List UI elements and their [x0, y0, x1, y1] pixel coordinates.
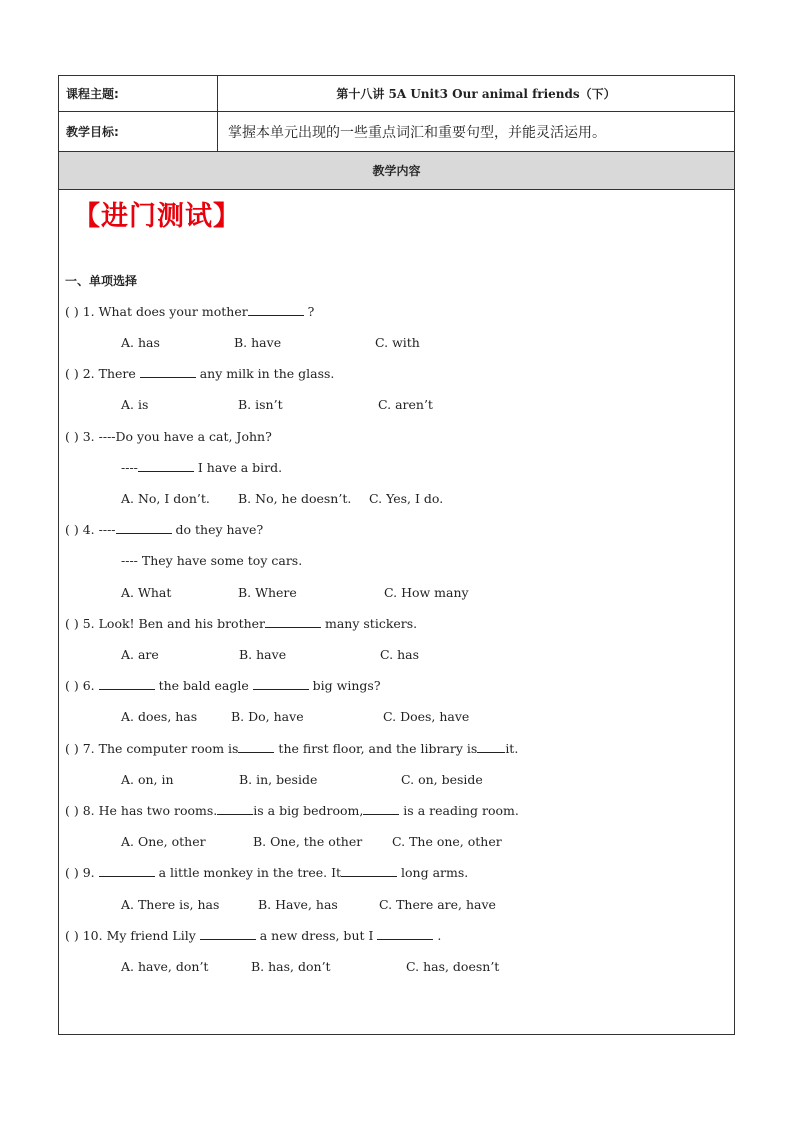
topic-label: 课程主题: [59, 76, 218, 111]
question-7 [65, 741, 518, 756]
answer-paren: ( ) [65, 803, 79, 818]
option-c[interactable]: C. aren’t [378, 397, 433, 412]
answer-blank[interactable] [477, 741, 505, 753]
option-a[interactable]: A. No, I don’t. [121, 491, 210, 506]
option-a[interactable]: A. One, other [121, 834, 206, 849]
option-a[interactable]: A. is [121, 397, 149, 412]
option-c[interactable]: C. The one, other [392, 834, 502, 849]
question-8 [65, 803, 519, 818]
question-text: 6. [82, 678, 99, 693]
answer-paren: ( ) [65, 616, 79, 631]
option-c[interactable]: C. Yes, I do. [369, 491, 444, 506]
answer-paren: ( ) [65, 429, 79, 444]
answer-paren: ( ) [65, 928, 79, 943]
question-3 [65, 429, 272, 444]
question-text: a new dress, but I [255, 928, 378, 943]
goal-label: 教学目标: [59, 112, 218, 151]
question-text: long arms. [397, 865, 469, 880]
question-text: 1. What does your mother [82, 304, 248, 319]
answer-blank[interactable] [99, 678, 155, 690]
answer-blank[interactable] [200, 928, 256, 940]
content-header-row [59, 152, 734, 190]
question-text: 2. There [82, 366, 140, 381]
question-text: many stickers. [321, 616, 418, 631]
answer-blank[interactable] [363, 803, 399, 815]
question-6 [65, 678, 381, 693]
question-text: big wings? [308, 678, 381, 693]
entrance-test-title: 【进门测试】 [73, 201, 241, 232]
option-b[interactable]: B. isn’t [238, 397, 283, 412]
goal-value: 掌握本单元出现的一些重点词汇和重要句型，并能灵活运用。 [228, 124, 606, 141]
question-text: ---- They have some toy cars. [121, 553, 303, 568]
question-text: 7. The computer room is [82, 741, 239, 756]
question-text: . [433, 928, 442, 943]
question-9 [65, 865, 468, 880]
option-b[interactable]: B. Where [238, 585, 297, 600]
option-b[interactable]: B. No, he doesn’t. [238, 491, 352, 506]
section-title: 一、单项选择 [65, 274, 138, 288]
question-text: any milk in the glass. [195, 366, 335, 381]
answer-paren: ( ) [65, 304, 79, 319]
answer-blank[interactable] [341, 865, 397, 877]
answer-blank[interactable] [140, 366, 196, 378]
answer-paren: ( ) [65, 522, 79, 537]
option-b[interactable]: B. One, the other [253, 834, 363, 849]
option-b[interactable]: B. Do, have [231, 709, 304, 724]
content-label: 教学内容 [372, 164, 421, 178]
option-a[interactable]: A. have, don’t [121, 959, 209, 974]
option-c[interactable]: C. has [380, 647, 419, 662]
answer-blank[interactable] [217, 803, 253, 815]
question-text: a little monkey in the tree. It [154, 865, 342, 880]
question-text: 5. Look! Ben and his brother [82, 616, 266, 631]
option-c[interactable]: C. with [375, 335, 420, 350]
question-text: 10. My friend Lily [82, 928, 200, 943]
option-a[interactable]: A. does, has [121, 709, 198, 724]
question-4 [65, 522, 263, 537]
answer-paren: ( ) [65, 366, 79, 381]
question-2 [65, 366, 334, 381]
option-a[interactable]: A. There is, has [121, 897, 220, 912]
answer-blank[interactable] [116, 522, 172, 534]
option-a[interactable]: A. are [121, 647, 159, 662]
answer-blank[interactable] [238, 741, 274, 753]
question-text: the bald eagle [154, 678, 253, 693]
question-text: the first floor, and the library is [274, 741, 478, 756]
question-text: ? [303, 304, 315, 319]
question-1 [65, 304, 314, 319]
answer-paren: ( ) [65, 741, 79, 756]
answer-blank[interactable] [265, 616, 321, 628]
question-10 [65, 928, 441, 943]
question-text: is a reading room. [399, 803, 519, 818]
question-text: do they have? [171, 522, 264, 537]
question-text: 9. [82, 865, 99, 880]
answer-blank[interactable] [138, 460, 194, 472]
option-b[interactable]: B. has, don’t [251, 959, 331, 974]
lesson-sheet [58, 75, 735, 1035]
topic-value: 第十八讲 5A Unit3 Our animal friends（下） [336, 87, 616, 101]
option-c[interactable]: C. How many [384, 585, 469, 600]
question-text: I have a bird. [193, 460, 283, 475]
option-c[interactable]: C. Does, have [383, 709, 470, 724]
topic-row [59, 76, 734, 112]
option-b[interactable]: B. in, beside [239, 772, 318, 787]
option-a[interactable]: A. What [121, 585, 172, 600]
option-c[interactable]: C. has, doesn’t [406, 959, 500, 974]
question-text: 4. ---- [82, 522, 116, 537]
question-text: 8. He has two rooms. [82, 803, 218, 818]
question-text: 3. ----Do you have a cat, John? [82, 429, 272, 444]
option-b[interactable]: B. Have, has [258, 897, 338, 912]
answer-paren: ( ) [65, 865, 79, 880]
option-b[interactable]: B. have [239, 647, 287, 662]
option-c[interactable]: C. There are, have [379, 897, 496, 912]
question-text: it. [505, 741, 519, 756]
question-text: ---- [121, 460, 138, 475]
question-3-response [121, 460, 282, 475]
goal-row [59, 112, 734, 152]
question-4-response [121, 553, 302, 568]
option-b[interactable]: B. have [234, 335, 282, 350]
question-5 [65, 616, 417, 631]
answer-paren: ( ) [65, 678, 79, 693]
option-a[interactable]: A. has [121, 335, 160, 350]
option-a[interactable]: A. on, in [121, 772, 174, 787]
answer-blank[interactable] [248, 304, 304, 316]
option-c[interactable]: C. on, beside [401, 772, 483, 787]
answer-blank[interactable] [253, 678, 309, 690]
question-text: is a big bedroom, [253, 803, 364, 818]
answer-blank[interactable] [99, 865, 155, 877]
answer-blank[interactable] [377, 928, 433, 940]
